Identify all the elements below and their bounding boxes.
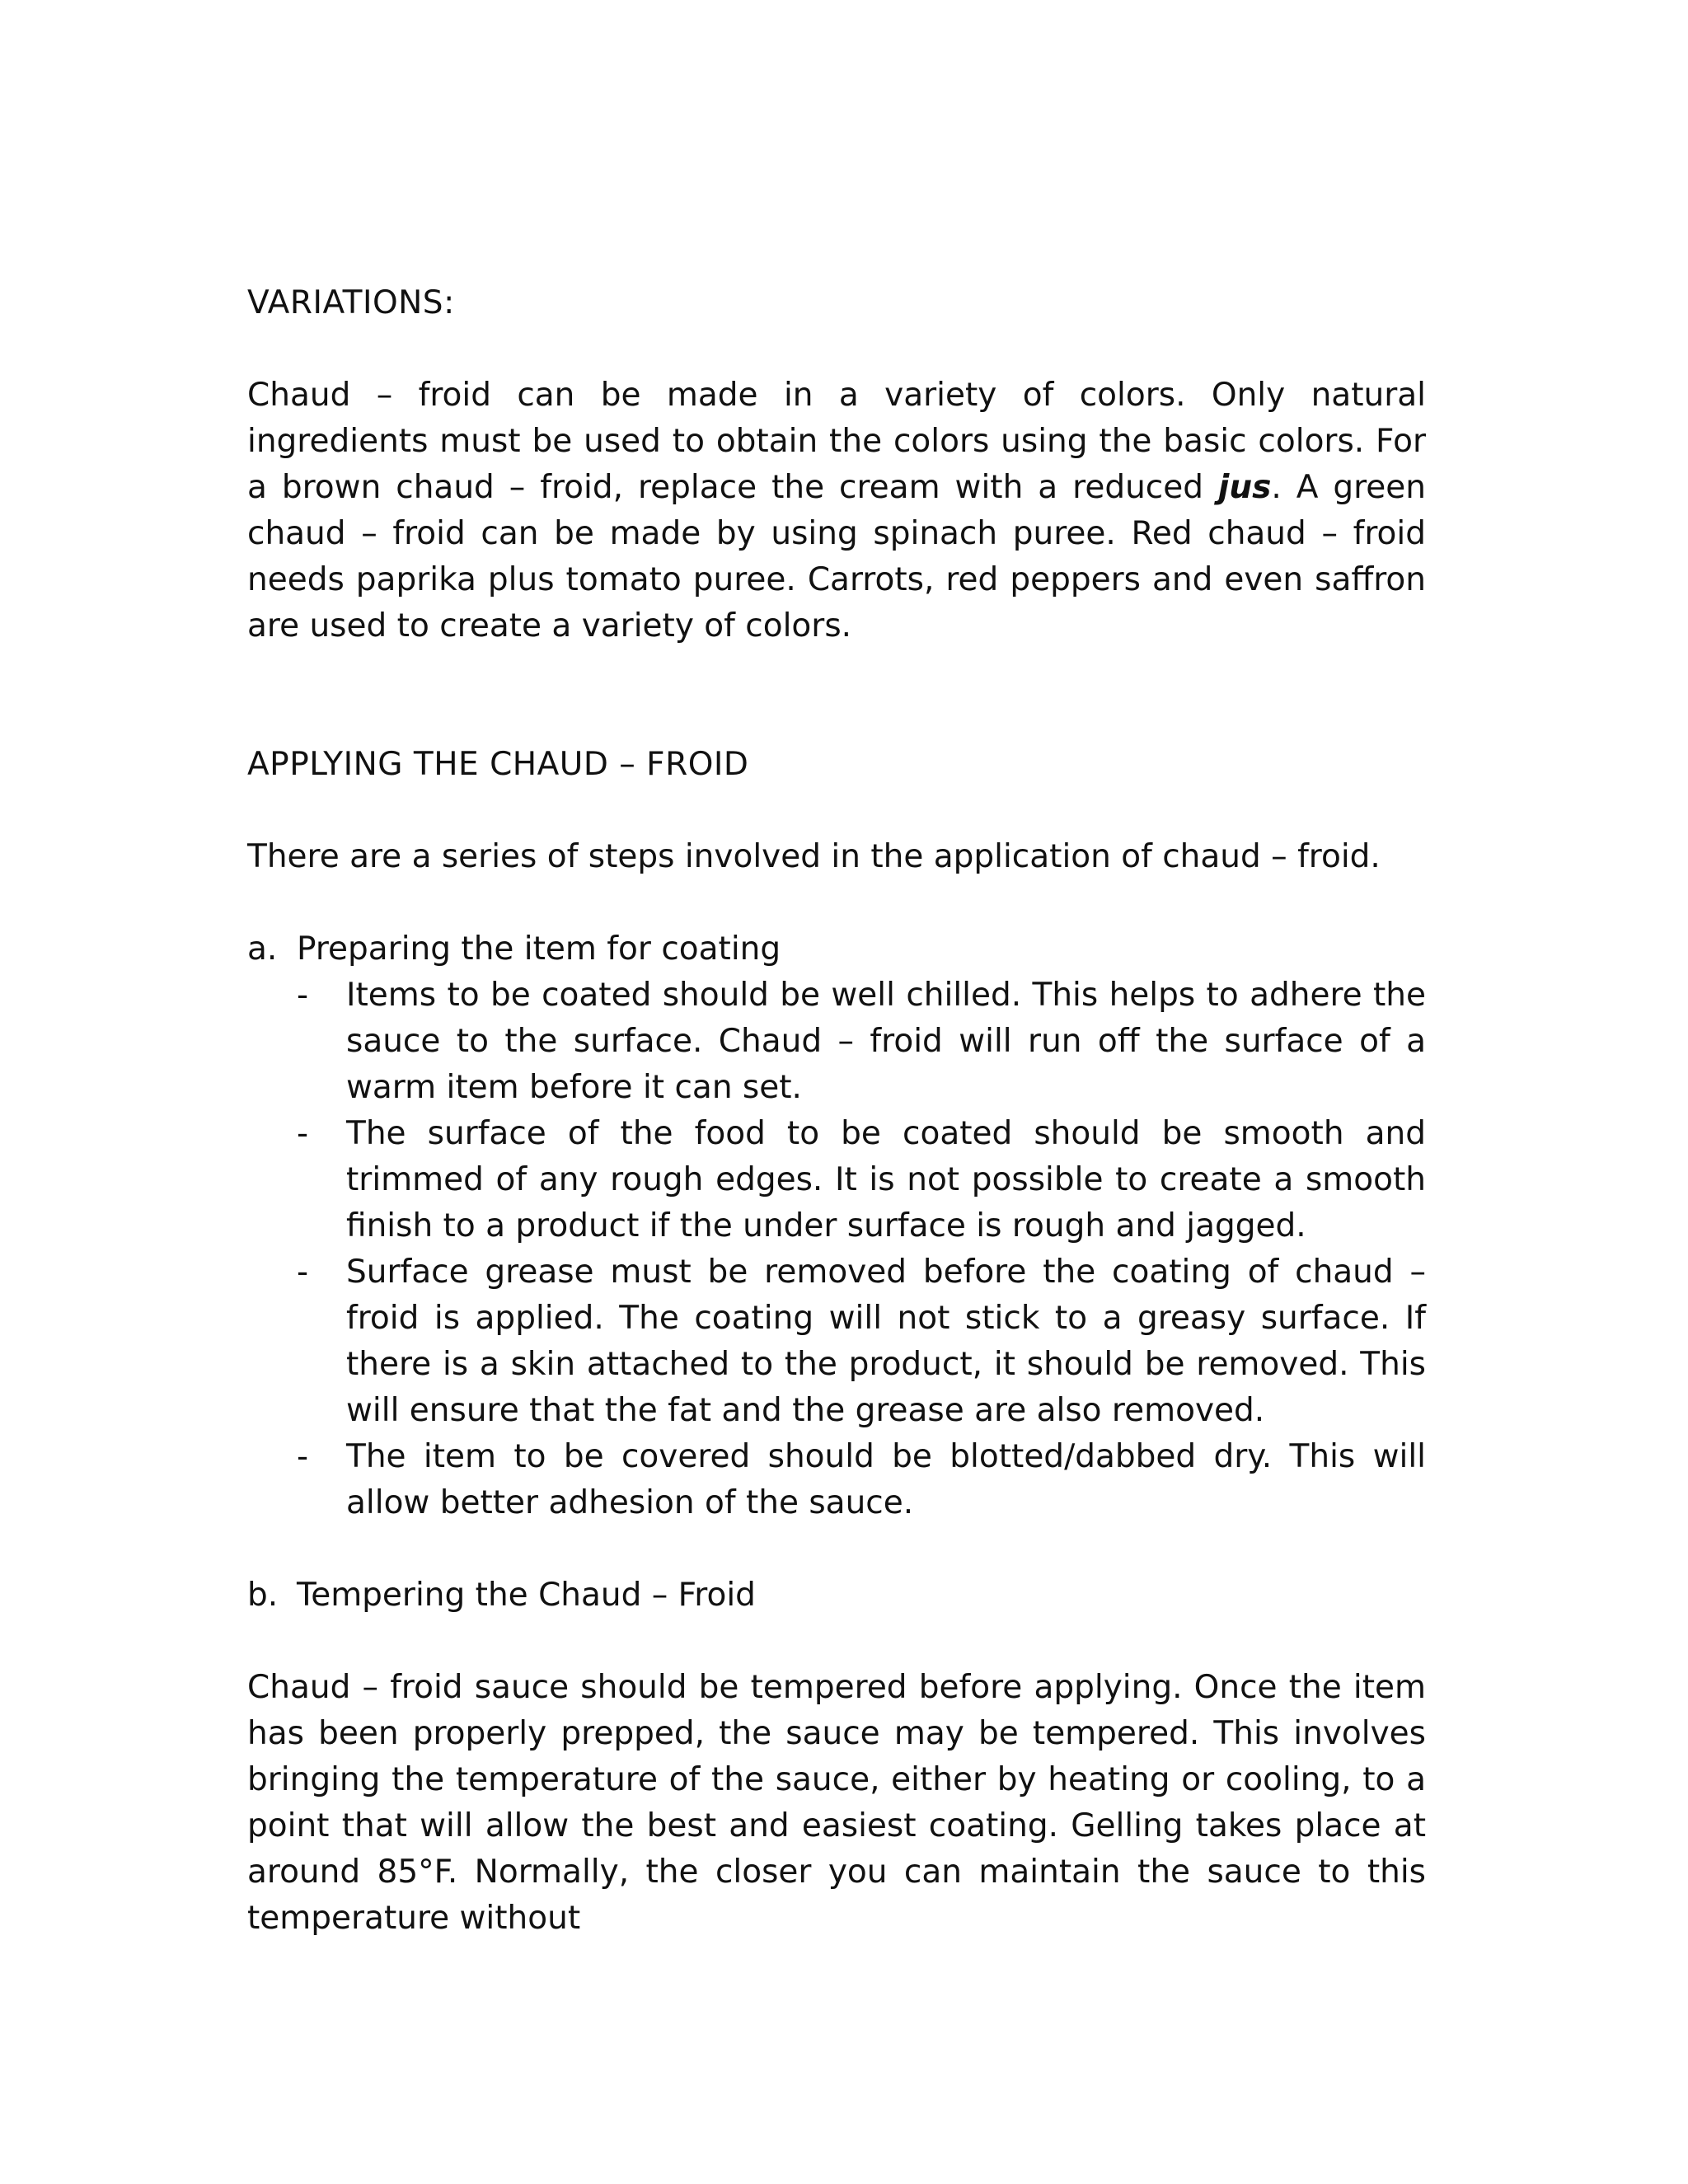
- bullet-text: The item to be covered should be blotted/dabbed dry. This will allow better adhesion of the sauce.: [346, 1438, 1426, 1521]
- applying-heading: APPLYING THE CHAUD – FROID: [247, 746, 749, 783]
- bullet-text: The surface of the food to be coated should be smooth and trimmed of any rough edges. It is not possible to create a smooth finish to a product if the under surface is rough and jagged.: [346, 1115, 1426, 1244]
- spacer: [247, 649, 1426, 742]
- spacer: [247, 1526, 1426, 1572]
- step-a-bullet-list: [247, 972, 1426, 1526]
- step-a-heading: [247, 926, 1426, 972]
- list-item: [297, 1249, 1426, 1434]
- list-item: [297, 1434, 1426, 1526]
- variations-heading: VARIATIONS:: [247, 284, 455, 321]
- variations-text-part1: Chaud – froid can be made in a variety of colors. Only natural ingredients must be used to obtain the colors using the basic colors. For a brown chaud – froid, replace the cream with a reduced: [247, 377, 1426, 506]
- spacer: [247, 326, 1426, 373]
- bullet-text: Surface grease must be removed before the coating of chaud – froid is applied. The coating will not stick to a greasy surface. If there is a skin attached to the product, it should be removed. This will ensure that the fat and the grease are also removed.: [346, 1254, 1426, 1429]
- spacer: [247, 788, 1426, 834]
- bullet-dash: -: [297, 1254, 309, 1291]
- jus-emphasis: jus: [1217, 469, 1272, 506]
- variations-paragraph: [247, 373, 1426, 649]
- step-b-title: Tempering the Chaud – Froid: [297, 1577, 756, 1614]
- bullet-dash: -: [297, 1438, 309, 1475]
- variations-text-part2: . A green chaud – froid can be made by using spinach puree. Red chaud – froid needs paprika plus tomato puree. Carrots, red peppers and even saffron are used to create a variety of colors.: [247, 469, 1427, 644]
- spacer: [247, 1619, 1426, 1665]
- step-b-heading: [247, 1572, 1426, 1619]
- document-page: [247, 280, 1426, 1942]
- spacer: [247, 880, 1426, 926]
- bullet-dash: -: [297, 1115, 309, 1152]
- bullet-dash: -: [297, 977, 309, 1014]
- bullet-text: Items to be coated should be well chilled. This helps to adhere the sauce to the surface. Chaud – froid will run off the surface of a warm item before it can set.: [346, 977, 1426, 1106]
- step-b-paragraph: Chaud – froid sauce should be tempered before applying. Once the item has been properly prepped, the sauce may be tempered. This involves bringing the temperature of the sauce, either by heating or cooling, to a point that will allow the best and easiest coating. Gelling takes place at around 85°F. Normally, the closer you can maintain the sauce to this temperature without: [247, 1669, 1426, 1937]
- list-item: [297, 972, 1426, 1111]
- step-a-marker: a.: [247, 930, 278, 968]
- step-b-marker: b.: [247, 1577, 279, 1614]
- list-item: [297, 1111, 1426, 1249]
- applying-intro: There are a series of steps involved in the application of chaud – froid.: [247, 838, 1381, 875]
- step-a-title: Preparing the item for coating: [297, 930, 781, 968]
